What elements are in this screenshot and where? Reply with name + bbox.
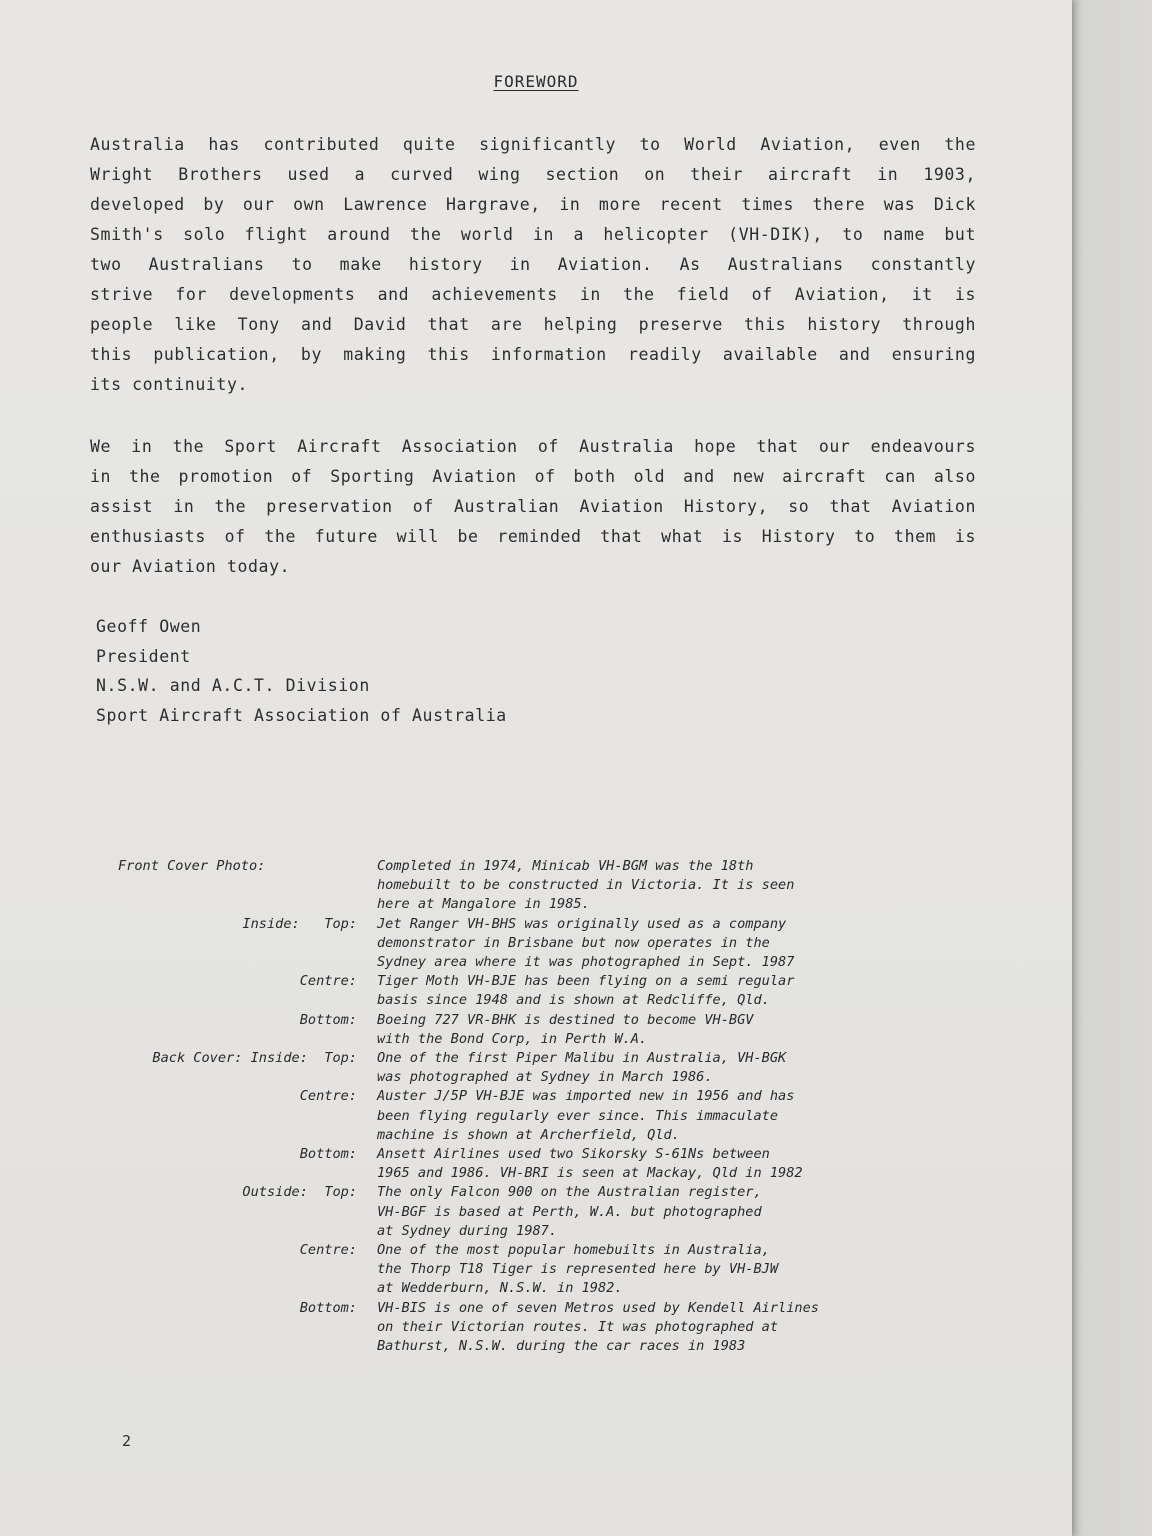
- page-number: 2: [122, 1432, 132, 1450]
- caption-entry: [100, 1299, 819, 1357]
- caption-line: 1965 and 1986. VH-BRI is seen at Mackay, Qld in 1982: [377, 1165, 803, 1182]
- paragraph2-line: We in the Sport Aircraft Association of Australia hope that our endeavours: [90, 437, 976, 456]
- paragraph1-line: developed by our own Lawrence Hargrave, in more recent times there was Dick: [90, 195, 976, 214]
- caption-line: Auster J/5P VH-BJE was imported new in 1956 and has: [377, 1088, 795, 1105]
- caption-entry: [100, 1087, 819, 1145]
- caption-line: Ansett Airlines used two Sikorsky S-61Ns between: [377, 1146, 770, 1163]
- signature-name: Geoff Owen: [96, 617, 202, 636]
- caption-line: Jet Ranger VH-BHS was originally used as a company: [377, 915, 787, 932]
- caption-line: homebuilt to be constructed in Victoria. It is seen: [377, 877, 795, 894]
- caption-label: Centre:: [299, 1242, 357, 1259]
- caption-label: Centre:: [299, 1088, 357, 1105]
- caption-label: Back Cover: Inside: Top:: [152, 1050, 357, 1067]
- caption-line: on their Victorian routes. It was photographed at: [377, 1318, 779, 1335]
- caption-entry: [100, 972, 819, 1010]
- paragraph1-line: Smith's solo flight around the world in a helicopter (VH-DIK), to name but: [90, 225, 976, 244]
- caption-line: VH-BGF is based at Perth, W.A. but photographed: [377, 1203, 762, 1220]
- caption-line: VH-BIS is one of seven Metros used by Kendell Airlines: [377, 1299, 819, 1316]
- paragraph1-line: Wright Brothers used a curved wing section on their aircraft in 1903,: [90, 165, 976, 184]
- caption-line: with the Bond Corp, in Perth W.A.: [377, 1030, 648, 1047]
- paragraph-2: [90, 432, 976, 582]
- caption-line: The only Falcon 900 on the Australian register,: [377, 1184, 762, 1201]
- caption-label: Centre:: [299, 973, 357, 990]
- paragraph1-line: two Australians to make history in Aviation. As Australians constantly: [90, 255, 976, 274]
- caption-line: at Wedderburn, N.S.W. in 1982.: [377, 1280, 623, 1297]
- title-text: FOREWORD: [493, 72, 579, 91]
- paragraph2-line: our Aviation today.: [90, 557, 291, 576]
- caption-line: machine is shown at Archerfield, Qld.: [377, 1126, 680, 1143]
- next-page-edge: [1068, 0, 1152, 1536]
- caption-line: demonstrator in Brisbane but now operates in the: [377, 934, 770, 951]
- caption-line: at Sydney during 1987.: [377, 1222, 558, 1239]
- paragraph1-line: strive for developments and achievements in the field of Aviation, it is: [90, 285, 976, 304]
- caption-entry: [100, 915, 819, 973]
- caption-label: Outside: Top:: [242, 1184, 357, 1201]
- caption-entry: [100, 1011, 819, 1049]
- paragraph1-line: Australia has contributed quite significantly to World Aviation, even the: [90, 135, 976, 154]
- caption-line: One of the first Piper Malibu in Australia, VH-BGK: [377, 1050, 787, 1067]
- caption-entry: [100, 1145, 819, 1183]
- caption-line: here at Mangalore in 1985.: [377, 896, 590, 913]
- caption-entry: [100, 1241, 819, 1299]
- caption-label: Inside: Top:: [242, 915, 357, 932]
- caption-entry: [100, 1049, 819, 1087]
- paragraph2-line: in the promotion of Sporting Aviation of both old and new aircraft can also: [90, 467, 976, 486]
- paragraph-1: [90, 130, 976, 400]
- caption-line: the Thorp T18 Tiger is represented here by VH-BJW: [377, 1261, 779, 1278]
- caption-entry: [100, 1183, 819, 1241]
- caption-line: One of the most popular homebuilts in Australia,: [377, 1242, 770, 1259]
- page-title: [0, 72, 1072, 91]
- caption-line: Boeing 727 VR-BHK is destined to become VH-BGV: [377, 1011, 754, 1028]
- signature-division: N.S.W. and A.C.T. Division: [96, 676, 370, 695]
- signature-role: President: [96, 646, 191, 666]
- caption-line: Bathurst, N.S.W. during the car races in 1983: [377, 1338, 746, 1355]
- photo-captions: [100, 857, 819, 1356]
- paragraph1-line: its continuity.: [90, 375, 249, 394]
- paragraph1-line: this publication, by making this information readily available and ensuring: [90, 345, 976, 364]
- caption-line: Completed in 1974, Minicab VH-BGM was the 18th: [377, 858, 754, 874]
- caption-entry: [100, 857, 819, 915]
- caption-label: Bottom:: [299, 1146, 357, 1163]
- signature-organisation: Sport Aircraft Association of Australia: [96, 705, 507, 725]
- caption-line: Tiger Moth VH-BJE has been flying on a semi regular: [377, 973, 795, 990]
- caption-line: been flying regularly ever since. This immaculate: [377, 1107, 779, 1124]
- caption-label: Front Cover Photo:: [118, 858, 266, 874]
- caption-label: Bottom:: [299, 1299, 357, 1316]
- caption-label: Bottom:: [299, 1011, 357, 1028]
- signature-block: [96, 612, 507, 730]
- paragraph2-line: enthusiasts of the future will be reminded that what is History to them is: [90, 527, 976, 546]
- paragraph2-line: assist in the preservation of Australian Aviation History, so that Aviation: [90, 497, 976, 516]
- paragraph1-line: people like Tony and David that are helping preserve this history through: [90, 315, 976, 334]
- caption-line: Sydney area where it was photographed in Sept. 1987: [377, 954, 795, 971]
- caption-line: was photographed at Sydney in March 1986.: [377, 1069, 713, 1086]
- caption-line: basis since 1948 and is shown at Redcliffe, Qld.: [377, 992, 770, 1009]
